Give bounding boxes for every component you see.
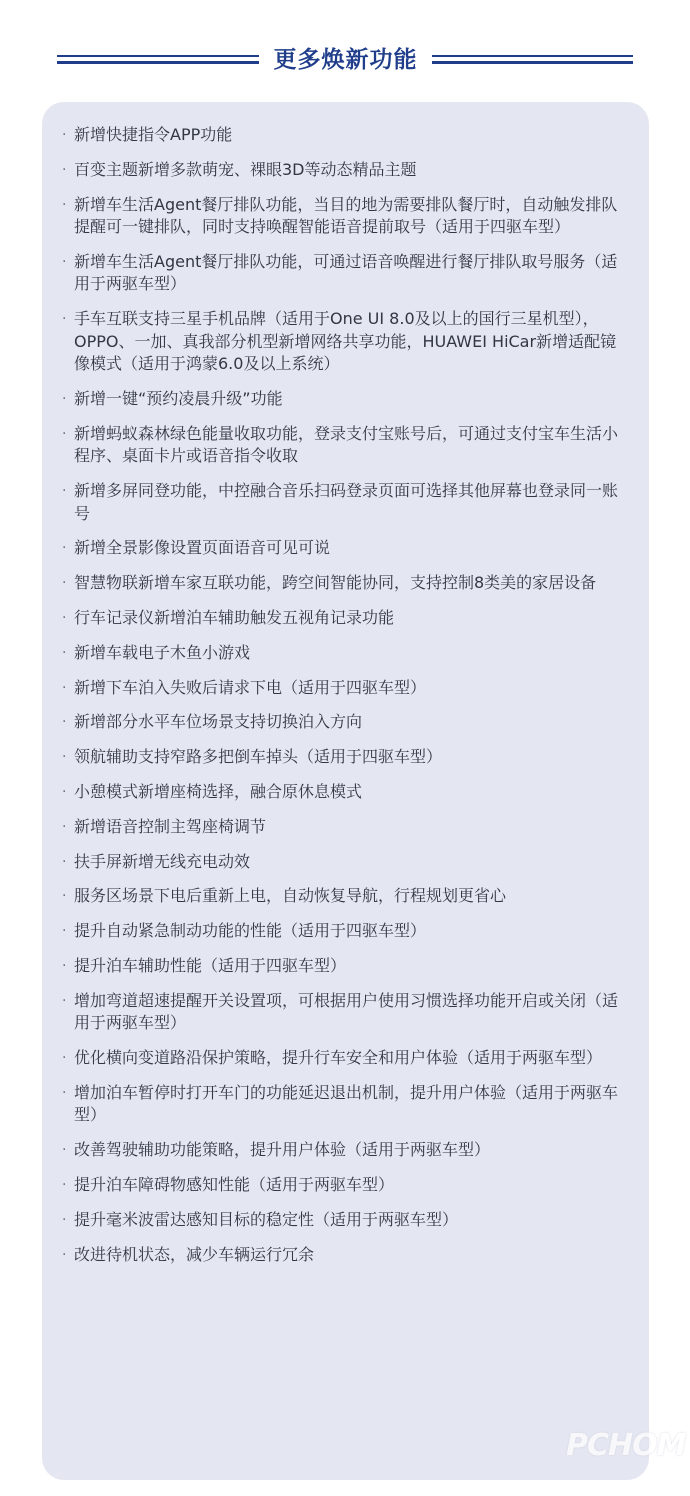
- list-item: [62, 920, 627, 943]
- list-item: [62, 537, 627, 560]
- list-item-text: 改善驾驶辅助功能策略，提升用户体验（适用于两驱车型）: [74, 1140, 491, 1160]
- list-item-text: 提升毫米波雷达感知目标的稳定性（适用于两驱车型）: [74, 1209, 459, 1229]
- list-item-text: 新增车生活Agent餐厅排队功能，当目的地为需要排队餐厅时，自动触发排队提醒可一键排队，同时支持唤醒智能语音提前取号（适用于四驱车型）: [74, 194, 618, 237]
- bullet-icon: ·: [62, 311, 67, 328]
- feature-list: [42, 102, 649, 1266]
- bullet-icon: ·: [62, 253, 67, 270]
- bullet-icon: ·: [62, 644, 67, 661]
- bullet-icon: ·: [62, 390, 67, 407]
- list-item: [62, 955, 627, 978]
- list-item-text: 新增蚂蚁森林绿色能量收取功能，登录支付宝账号后，可通过支付宝车生活小程序、桌面卡片或语音指令收取: [74, 423, 619, 466]
- list-item-text: 智慧物联新增车家互联功能，跨空间智能协同，支持控制8类美的家居设备: [74, 573, 597, 593]
- list-item: [62, 1139, 627, 1162]
- list-item-text: 领航辅助支持窄路多把倒车掉头（适用于四驱车型）: [74, 747, 443, 767]
- bullet-icon: ·: [62, 1246, 67, 1263]
- header-rule-left: [57, 55, 259, 64]
- list-item: [62, 885, 627, 908]
- bullet-icon: ·: [62, 1084, 67, 1101]
- feature-card: [42, 102, 649, 1480]
- list-item: [62, 607, 627, 630]
- list-item: [62, 423, 627, 468]
- bullet-icon: ·: [62, 1211, 67, 1228]
- list-item: [62, 642, 627, 665]
- list-item-text: 小憩模式新增座椅选择，融合原休息模式: [74, 781, 363, 801]
- bullet-icon: ·: [62, 818, 67, 835]
- list-item: [62, 388, 627, 411]
- list-item: [62, 1047, 627, 1070]
- list-item-text: 新增快捷指令APP功能: [74, 125, 233, 144]
- bullet-icon: ·: [62, 575, 67, 592]
- list-item-text: 手车互联支持三星手机品牌（适用于One UI 8.0及以上的国行三星机型），OPPO、一加、真我部分机型新增网络共享功能，HUAWEI HiCar新增适配镜像模式（适用于鸿蒙6.0及以上系统）: [74, 309, 617, 374]
- list-item: [62, 124, 627, 147]
- list-item-text: 新增多屏同登功能，中控融合音乐扫码登录页面可选择其他屏幕也登录同一账号: [74, 481, 619, 523]
- list-item-text: 新增车载电子木鱼小游戏: [74, 642, 251, 662]
- bullet-icon: ·: [62, 957, 67, 974]
- bullet-icon: ·: [62, 127, 67, 143]
- section-header: [0, 40, 690, 84]
- list-item: [62, 308, 627, 376]
- list-item: [62, 851, 627, 874]
- list-item-text: 提升泊车辅助性能（适用于四驱车型）: [74, 955, 347, 975]
- list-item: [62, 1174, 627, 1197]
- bullet-icon: ·: [62, 888, 67, 905]
- list-item-text: 新增部分水平车位场景支持切换泊入方向: [74, 712, 363, 732]
- bullet-icon: ·: [62, 1176, 67, 1193]
- list-item-text: 提升泊车障碍物感知性能（适用于两驱车型）: [74, 1174, 395, 1194]
- list-item: [62, 1209, 627, 1232]
- list-item: [62, 480, 627, 525]
- list-item-text: 增加泊车暂停时打开车门的功能延迟退出机制，提升用户体验（适用于两驱车型）: [74, 1082, 619, 1125]
- list-item-text: 扶手屏新增无线充电动效: [74, 851, 251, 871]
- list-item: [62, 711, 627, 734]
- list-item-text: 新增下车泊入失败后请求下电（适用于四驱车型）: [74, 677, 427, 697]
- bullet-icon: ·: [62, 679, 67, 696]
- list-item: [62, 781, 627, 804]
- page-title: 更多焕新功能: [273, 47, 418, 73]
- bullet-icon: ·: [62, 483, 67, 500]
- list-item: [62, 1244, 627, 1267]
- list-item: [62, 159, 627, 182]
- list-item-text: 服务区场景下电后重新上电，自动恢复导航，行程规划更省心: [74, 886, 507, 906]
- list-item-text: 提升自动紧急制动功能的性能（适用于四驱车型）: [74, 921, 427, 941]
- bullet-icon: ·: [62, 609, 67, 626]
- bullet-icon: ·: [62, 1142, 67, 1159]
- list-item: [62, 816, 627, 839]
- bullet-icon: ·: [62, 425, 67, 442]
- list-item: [62, 251, 627, 296]
- list-item-text: 优化横向变道路沿保护策略，提升行车安全和用户体验（适用于两驱车型）: [74, 1048, 603, 1068]
- bullet-icon: ·: [62, 161, 67, 178]
- bullet-icon: ·: [62, 1050, 67, 1067]
- list-item: [62, 990, 627, 1035]
- bullet-icon: ·: [62, 992, 67, 1009]
- list-item-text: 增加弯道超速提醒开关设置项，可根据用户使用习惯选择功能开启或关闭（适用于两驱车型）: [74, 990, 619, 1033]
- bullet-icon: ·: [62, 923, 67, 940]
- list-item: [62, 677, 627, 700]
- watermark-logo: PCHOM: [566, 1428, 686, 1463]
- list-item-text: 百变主题新增多款萌宠、裸眼3D等动态精品主题: [74, 159, 417, 179]
- bullet-icon: ·: [62, 749, 67, 766]
- list-item-text: 新增全景影像设置页面语音可见可说: [74, 538, 331, 558]
- list-item: [62, 194, 627, 239]
- list-item-text: 改进待机状态，减少车辆运行冗余: [74, 1244, 315, 1264]
- header-rule-right: [432, 55, 633, 64]
- bullet-icon: ·: [62, 540, 67, 557]
- bullet-icon: ·: [62, 853, 67, 870]
- bullet-icon: ·: [62, 714, 67, 731]
- list-item-text: 新增车生活Agent餐厅排队功能，可通过语音唤醒进行餐厅排队取号服务（适用于两驱车型）: [74, 251, 618, 294]
- bullet-icon: ·: [62, 196, 67, 213]
- list-item: [62, 572, 627, 595]
- list-item-text: 新增一键“预约凌晨升级”功能: [74, 388, 283, 408]
- list-item-text: 新增语音控制主驾座椅调节: [74, 816, 267, 836]
- list-item: [62, 746, 627, 769]
- list-item: [62, 1082, 627, 1127]
- list-item-text: 行车记录仪新增泊车辅助触发五视角记录功能: [74, 607, 395, 627]
- bullet-icon: ·: [62, 783, 67, 800]
